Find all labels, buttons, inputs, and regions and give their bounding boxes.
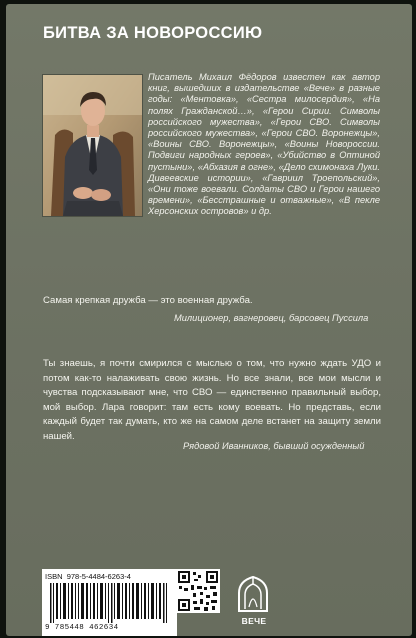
publisher-name: ВЕЧЕ bbox=[241, 616, 267, 626]
quote-attribution: Милиционер, вагнеровец, барсовец Пуссила bbox=[174, 313, 369, 323]
publisher-logo bbox=[235, 573, 271, 613]
quote-text: Ты знаешь, я почти смирился с мыслью о том, что нужно ждать УДО и потом как-то налаживать свою жизнь. Но все знали, все мои мысли и чувства подсказывают мне, что СВО — единственно правильный выбор, мой выбор. Лара говорит: там есть кому воевать. Но представь, если каждый будет так думать, кто же на самом деле встанет на защиту земли нашей. bbox=[43, 358, 381, 442]
barcode-digits: 9 785448 462634 bbox=[45, 624, 119, 632]
isbn-number: 978-5-4484-6263-4 bbox=[66, 572, 131, 581]
qr-code bbox=[176, 569, 220, 613]
isbn-barcode bbox=[42, 569, 177, 636]
isbn-text bbox=[45, 572, 131, 581]
book-back-cover bbox=[6, 4, 412, 636]
isbn-label: ISBN bbox=[45, 572, 63, 581]
author-bio: Писатель Михаил Фёдоров известен как автор книг, вышедших в издательстве «Вече» в разные годы: «Ментовка», «Сестра милосердия», «На полях Гражданской…», «Герои Сирии. Символы российского мужества», «Герои СВО. Символы российского мужества», «Герои СВО. Воронежцы», «Воины СВО. Воронежцы», «Воины Новороссии. Подвиги народных героев», «Убийство в Оптиной пустыни», «Абхазия в огне», «Дело схимонаха Луки. Дивеевские истории», «Гавриил Троепольский», «Они тоже воевали. Солдаты СВО и Герои нашего времени», «Бесстрашные и отважные», «В пекле Херсонских островов» и др. bbox=[148, 72, 380, 217]
quote-text: Самая крепкая дружба — это военная дружба. bbox=[43, 295, 253, 306]
quote-attribution: Рядовой Иванников, бывший осужденный bbox=[183, 441, 365, 451]
author-portrait bbox=[42, 74, 143, 217]
barcode-bars bbox=[50, 583, 170, 623]
book-title: БИТВА ЗА НОВОРОССИЮ bbox=[43, 24, 263, 42]
